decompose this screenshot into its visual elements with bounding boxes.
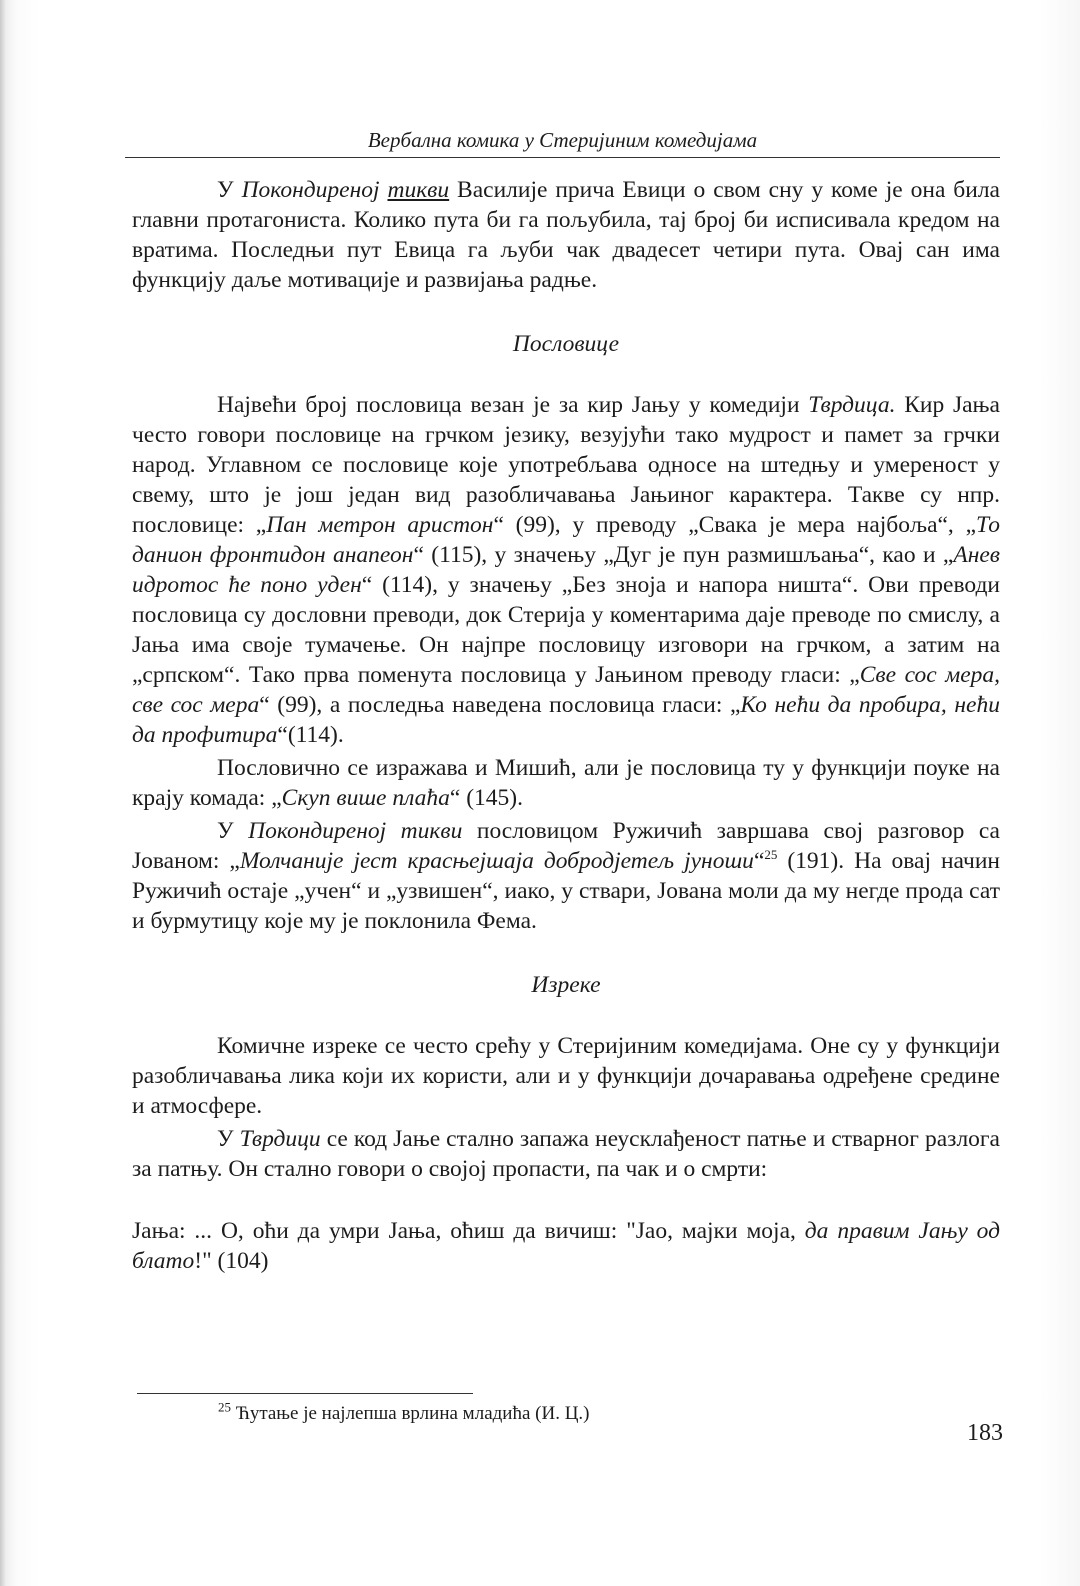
- text-run: “: [753, 848, 765, 874]
- paragraph-ruzicic: [132, 816, 1000, 936]
- proverb-italic: Све сос мера, све сос мера: [132, 662, 1001, 718]
- text-run: “ (115), у значењу „Дуг је пун размишљања“, као и „: [413, 542, 954, 568]
- text-run: “ (114), у значењу „Без зноја и напора ништа“. Ови преводи пословица су дословни преводи, док Стерија у коментарима даје преводе по смислу, а Јања има своје тумачење. Он најпре пословицу изговори на грчком, а затим на „српском“. Тако прва поменута пословица у Јањином преводу гласи: „: [132, 572, 1000, 688]
- proverb-italic: Ко нећи да пробира, нећи да профитира: [132, 692, 1000, 748]
- text-run: !" (104): [194, 1248, 269, 1274]
- body-text: [132, 175, 1000, 1276]
- proverb-italic: Анев идротос ће поно уден: [132, 542, 1000, 598]
- paragraph-proverbs-janja: [132, 390, 1000, 750]
- title-italic: Тврдица.: [808, 392, 896, 418]
- text-run: Кир Јања често говори пословице на грчком језику, везујући тако мудрост и памет за грчки народ. Углавном се пословице које употребљава односе на штедњу и умереност у свему, што је још један вид разобличавања Јањиног карактера. Такве су нпр. пословице: „: [132, 392, 1000, 538]
- proverb-italic: Молчаније јест красњејшаја добродјетељ јуноши: [239, 848, 754, 874]
- footnote-number: 25: [218, 1399, 231, 1415]
- block-quote: [132, 1216, 1000, 1276]
- text-run: Највећи број пословица везан је за кир Јању у комедији: [217, 392, 809, 418]
- proverb-italic: Скуп више плаћа: [281, 785, 450, 811]
- title-italic: Покондиреној: [241, 177, 388, 203]
- paragraph-dream: [132, 175, 1000, 295]
- title-italic: Тврдици: [239, 1126, 321, 1152]
- text-run: “ (99), а последња наведена пословица гласи: „: [259, 692, 741, 718]
- paragraph-misic: [132, 753, 1000, 813]
- paragraph-tvrdica: [132, 1124, 1000, 1184]
- running-head: Вербална комика у Стеријиним комедијама: [367, 128, 758, 152]
- text-run: У: [217, 818, 249, 844]
- footnote-rule: [137, 1393, 473, 1394]
- section-heading-proverbs: Пословице: [512, 331, 620, 357]
- text-run: (191). На овај начин Ружичић остаје „учен“ и „узвишен“, иако, у ствари, Јована моли да му негде прода сат и бурмутицу које му је поклонила Фема.: [132, 848, 1001, 934]
- text-run: У: [217, 177, 242, 203]
- text-run: “(114).: [277, 722, 344, 748]
- paragraph-sayings: Комичне изреке се често срећу у Стеријиним комедијама. Оне су у функцији разобличавања лика који их користи, али и у функцији дочаравања одређене средине и атмосфере.: [132, 1033, 1000, 1119]
- header-rule: [125, 157, 1000, 158]
- text-run: пословицом Ружичић завршава свој разговор са Јованом: „: [132, 818, 1000, 874]
- text-run: Јања: ... О, оћи да умри Јања, оћиш да вичиш: "Јао, мајки моја,: [132, 1218, 805, 1244]
- text-run: “ (99), у преводу „Свака је мера најбоља“, „: [493, 512, 977, 538]
- footnote: [218, 1401, 918, 1427]
- footnote-text: Ћутање је најлепша врлина младића (И. Ц.): [231, 1403, 590, 1424]
- text-run: Василије прича Евици о свом сну у коме је она била главни протагониста. Колико пута би га пољубила, тај број би исписивала кредом на вратима. Последњи пут Евица га љуби чак двадесет четири пута. Овај сан има функцију даље мотивације и развијања радње.: [132, 177, 1000, 293]
- proverb-italic: Пан метрон аристон: [266, 512, 494, 538]
- text-run: У: [217, 1126, 240, 1152]
- proverb-italic: То данион фронтидон анапеон: [132, 512, 1000, 568]
- title-italic: тикви: [387, 177, 450, 203]
- section-heading-sayings: Изреке: [531, 972, 601, 998]
- title-italic: Покондиреној тикви: [248, 818, 463, 844]
- footnote-marker: 25: [764, 847, 778, 863]
- text-run: се код Јање стално запажа неусклађеност патње и стварног разлога за патњу. Он стално говори о својој пропасти, па чак и о смрти:: [132, 1126, 1000, 1182]
- quote-italic: да правим Јању од блато: [132, 1218, 1000, 1274]
- text-run: Пословично се изражава и Мишић, али је пословица ту у функцији поуке на крају комада: „: [132, 755, 1000, 811]
- text-run: “ (145).: [449, 785, 523, 811]
- page-number: 183: [967, 1420, 1003, 1446]
